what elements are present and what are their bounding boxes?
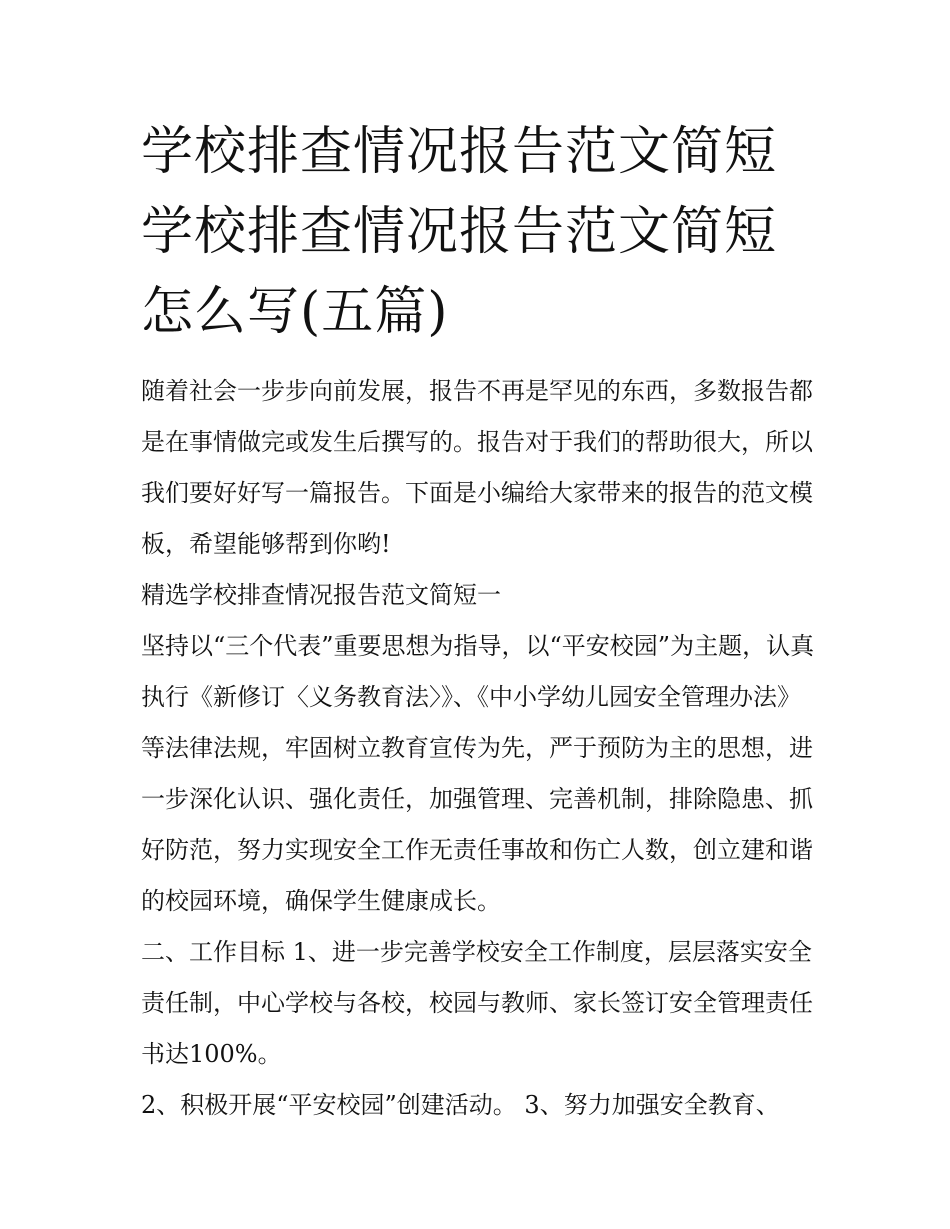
section-heading: 精选学校排查情况报告范文简短一 — [141, 581, 501, 609]
activity-paragraph: 2、积极开展“平安校园”创建活动。 3、努力加强安全教育、 — [141, 1091, 780, 1119]
guiding-principle-paragraph: 坚持以“三个代表”重要思想为指导，以“平安校园”为主题，认真执行《新修订〈义务教育法〉》、《中小学幼儿园安全管理办法》等法律法规，牢固树立教育宣传为先，严于预防为主的思想，进一步深化认识、强化责任，加强管理、完善机制，排除隐患、抓好防范，努力实现安全工作无责任事故和伤亡人数，创立建和谐的校园环境，确保学生健康成长。 — [141, 632, 815, 915]
work-goal-paragraph: 二、工作目标 1、进一步完善学校安全工作制度，层层落实安全责任制，中心学校与各校，校园与教师、家长签订安全管理责任书达100%。 — [141, 938, 813, 1068]
document-title: 学校排查情况报告范文简短 学校排查情况报告范文简短怎么写(五篇) — [141, 122, 778, 342]
intro-paragraph: 随着社会一步步向前发展，报告不再是罕见的东西，多数报告都是在事情做完或发生后撰写的。报告对于我们的帮助很大，所以我们要好好写一篇报告。下面是小编给大家带来的报告的范文模板，希望能够帮到你哟! — [141, 377, 813, 558]
document-page — [141, 112, 821, 1131]
